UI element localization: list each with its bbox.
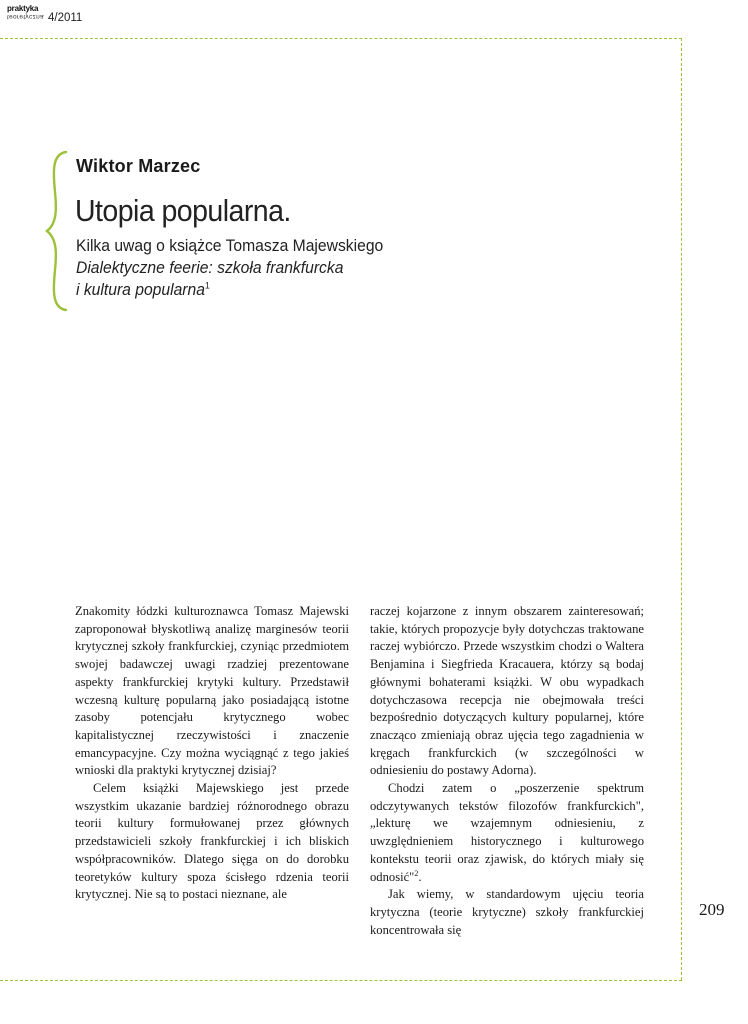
- journal-masthead: [7, 5, 127, 29]
- curly-brace-icon: [44, 150, 72, 312]
- paragraph-text: Chodzi zatem o „poszerzenie spektrum odczytywanych tekstów filozofów frankfurckich", „lekturę we wzajemnym odniesieniu, z uwzględnieniem historycznego i kulturowego kontekstu teorii oraz zjawisk, do których miały się odnosić": [370, 781, 644, 884]
- body-column-left: [75, 603, 349, 904]
- book-title-line-2-text: i kultura popularna: [76, 281, 205, 299]
- footnote-marker-2[interactable]: 2: [414, 868, 419, 878]
- paragraph: Celem książki Majewskiego jest przede wszystkim ukazanie bardziej różnorodnego obrazu teorii kultury formułowanej przez głównych przedstawicieli szkoły frankfurckiej i ich bliskich współpracowników. Dlatego sięga on do dorobku teoretyków kultury spoza ścisłego rdzenia teorii krytycznej. Nie są to postaci nieznane, ale: [75, 781, 349, 902]
- article-title: Utopia popularna.: [75, 193, 291, 228]
- frame-right-border: [681, 38, 682, 980]
- book-title-line-1: Dialektyczne feerie: szkoła frankfurcka: [76, 259, 344, 277]
- paragraph: [370, 780, 644, 886]
- paragraph: Znakomity łódzki kulturoznawca Tomasz Majewski zaproponował błyskotliwą analizę marginesów teorii krytycznej szkoły frankfurckiej, czyniąc przedmiotem swojej badawczej uwagi rzadziej prezentowane aspekty frankfurckiej krytyki kultury. Przedstawił wczesną kulturę popularną jako posiadającą istotne zasoby potencjału krytycznego wobec kapitalistycznej rzeczywistości i znaczenie emancypacyjne. Czy można wyciągnąć z tego jakieś wnioski dla praktyki krytycznej dzisiaj?: [75, 604, 349, 778]
- frame-top-border: [0, 38, 682, 39]
- page-number: 209: [699, 900, 725, 919]
- frame-bottom-border: [0, 980, 682, 981]
- paragraph: raczej kojarzone z innym obszarem zainteresowań; takie, których propozycje były dotychczas traktowane raczej wybiórczo. Przede wszystkim chodzi o Waltera Benjamina i Siegfrieda Kracauera, którzy są bodaj głównymi bohaterami książki. W obu wypadkach dotychczasowa recepcja nie obejmowała treści bezpośrednio dotyczących kultury popularnej, które znacząco zmieniają obraz ujęcia tego zagadnienia w kręgach frankfurckich (w szczególności w odniesieniu do postawy Adorna).: [370, 604, 644, 778]
- article-subtitle: [76, 235, 383, 301]
- issue-number: 4/2011: [48, 12, 83, 24]
- body-column-right: [370, 603, 644, 939]
- paragraph-end: .: [418, 869, 422, 884]
- paragraph: Jak wiemy, w standardowym ujęciu teoria krytyczna (teorie krytyczne) szkoły frankfurckiej koncentrowała się: [370, 887, 644, 937]
- journal-logo-top: praktyka: [7, 4, 39, 13]
- subtitle-line-1: Kilka uwag o książce Tomasza Majewskiego: [76, 237, 384, 255]
- article-author: Wiktor Marzec: [76, 156, 201, 176]
- book-title-line-2: [76, 279, 383, 301]
- footnote-marker-1[interactable]: 1: [204, 280, 210, 291]
- journal-logo-bottom: teoretyczna: [7, 13, 44, 20]
